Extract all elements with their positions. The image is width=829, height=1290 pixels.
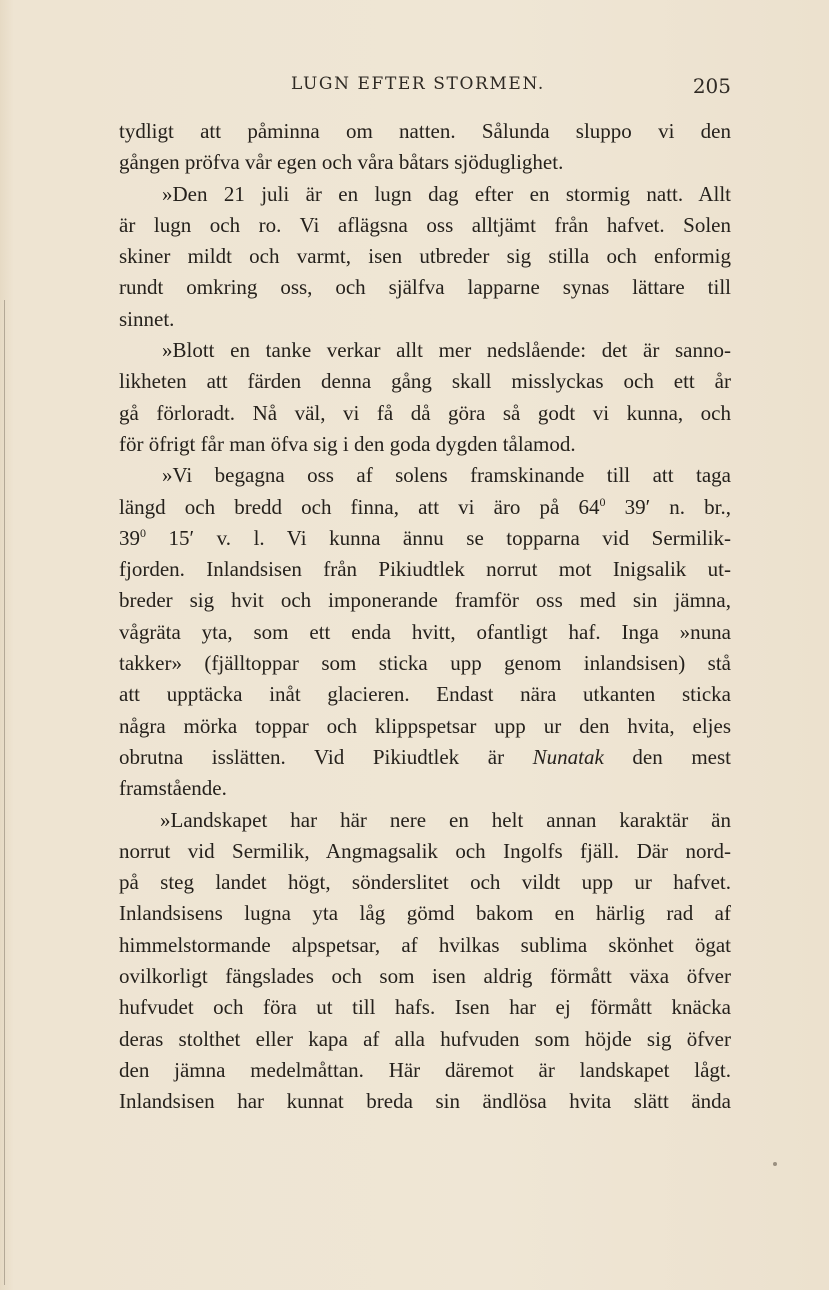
- text-line: för öfrigt får man öfva sig i den goda dygden tålamod.: [119, 431, 576, 456]
- text-line: »Vi begagna oss af solens framskinande till att taga: [162, 463, 731, 488]
- text-line: rundt omkring oss, och själfva lapparne synas lättare till: [119, 275, 731, 300]
- text-line: himmelstormande alpspetsar, af hvilkas sublima skönhet ögat: [119, 932, 731, 957]
- text-line: fjorden. Inlandsisen från Pikiudtlek norrut mot Inigsalik ut-: [119, 557, 731, 582]
- text-line: hufvudet och föra ut till hafs. Isen har ej förmått knäcka: [119, 995, 731, 1020]
- text-line: [119, 523, 731, 554]
- text-line: takker» (fjälltoppar som sticka upp genom inlandsisen) stå: [119, 651, 731, 676]
- text-line: Inlandsisen har kunnat breda sin ändlösa hvita slätt ända: [119, 1089, 731, 1114]
- running-title: LUGN EFTER STORMEN.: [291, 74, 545, 94]
- text-line: gå förloradt. Nå väl, vi få då göra så godt vi kunna, och: [119, 400, 731, 425]
- text-line: tydligt att påminna om natten. Sålunda sluppo vi den: [119, 119, 731, 143]
- degree-mark: 0: [599, 494, 606, 509]
- degree-mark: 0: [140, 525, 146, 540]
- text-line: [119, 742, 731, 773]
- text-line: är lugn och ro. Vi aflägsna oss alltjämt från hafvet. Solen: [119, 212, 731, 237]
- paper-speck: [773, 1162, 777, 1166]
- text-line: att upptäcka inåt glacieren. Endast nära utkanten sticka: [119, 682, 731, 707]
- text-line: ovilkorligt fängslades och som isen aldrig förmått växa öfver: [119, 964, 731, 989]
- text-line: »Landskapet har här nere en helt annan karaktär än: [160, 807, 731, 832]
- text-segment: 39: [119, 525, 140, 550]
- text-line: »Blott en tanke verkar allt mer nedslående: det är sanno-: [162, 338, 731, 363]
- text-line: [119, 492, 731, 523]
- text-line: Inlandsisens lugna yta låg gömd bakom en härlig rad af: [119, 901, 731, 926]
- text-line: deras stolthet eller kapa af alla hufvuden som höjde sig öfver: [119, 1026, 731, 1051]
- text-segment: längd och bredd och finna, att vi äro på 64: [119, 494, 600, 519]
- page-number: 205: [692, 74, 731, 98]
- text-line: den jämna medelmåttan. Här däremot är landskapet lågt.: [119, 1057, 731, 1082]
- text-line: på steg landet högt, sönderslitet och vildt upp ur hafvet.: [119, 870, 731, 895]
- text-segment: 39′ n. br.,: [605, 494, 731, 519]
- text-line: sinnet.: [119, 306, 175, 331]
- text-line: breder sig hvit och imponerande framför oss med sin jämna,: [119, 588, 731, 613]
- text-line: skiner mildt och varmt, isen utbreder sig stilla och enformig: [119, 244, 731, 269]
- text-segment: 15′ v. l. Vi kunna ännu se topparna vid Sermilik-: [146, 525, 731, 550]
- running-head: [119, 74, 731, 102]
- text-segment: den mest: [603, 744, 732, 769]
- text-line: »Den 21 juli är en lugn dag efter en stormig natt. Allt: [162, 181, 731, 206]
- text-line: gången pröfva vår egen och våra båtars sjöduglighet.: [119, 150, 564, 175]
- italic-term: Nunatak: [532, 744, 604, 769]
- text-line: framstående.: [119, 776, 227, 801]
- text-line: några mörka toppar och klippspetsar upp ur den hvita, eljes: [119, 713, 731, 738]
- text-line: norrut vid Sermilik, Angmagsalik och Ingolfs fjäll. Där nord-: [119, 838, 731, 863]
- text-segment: obrutna isslätten. Vid Pikiudtlek är: [119, 744, 533, 769]
- text-line: vågräta yta, som ett enda hvitt, ofantligt haf. Inga »nuna: [119, 619, 731, 644]
- binding-edge: [4, 300, 5, 1285]
- body-text: [119, 116, 731, 1118]
- text-line: likheten att färden denna gång skall misslyckas och ett år: [119, 369, 731, 394]
